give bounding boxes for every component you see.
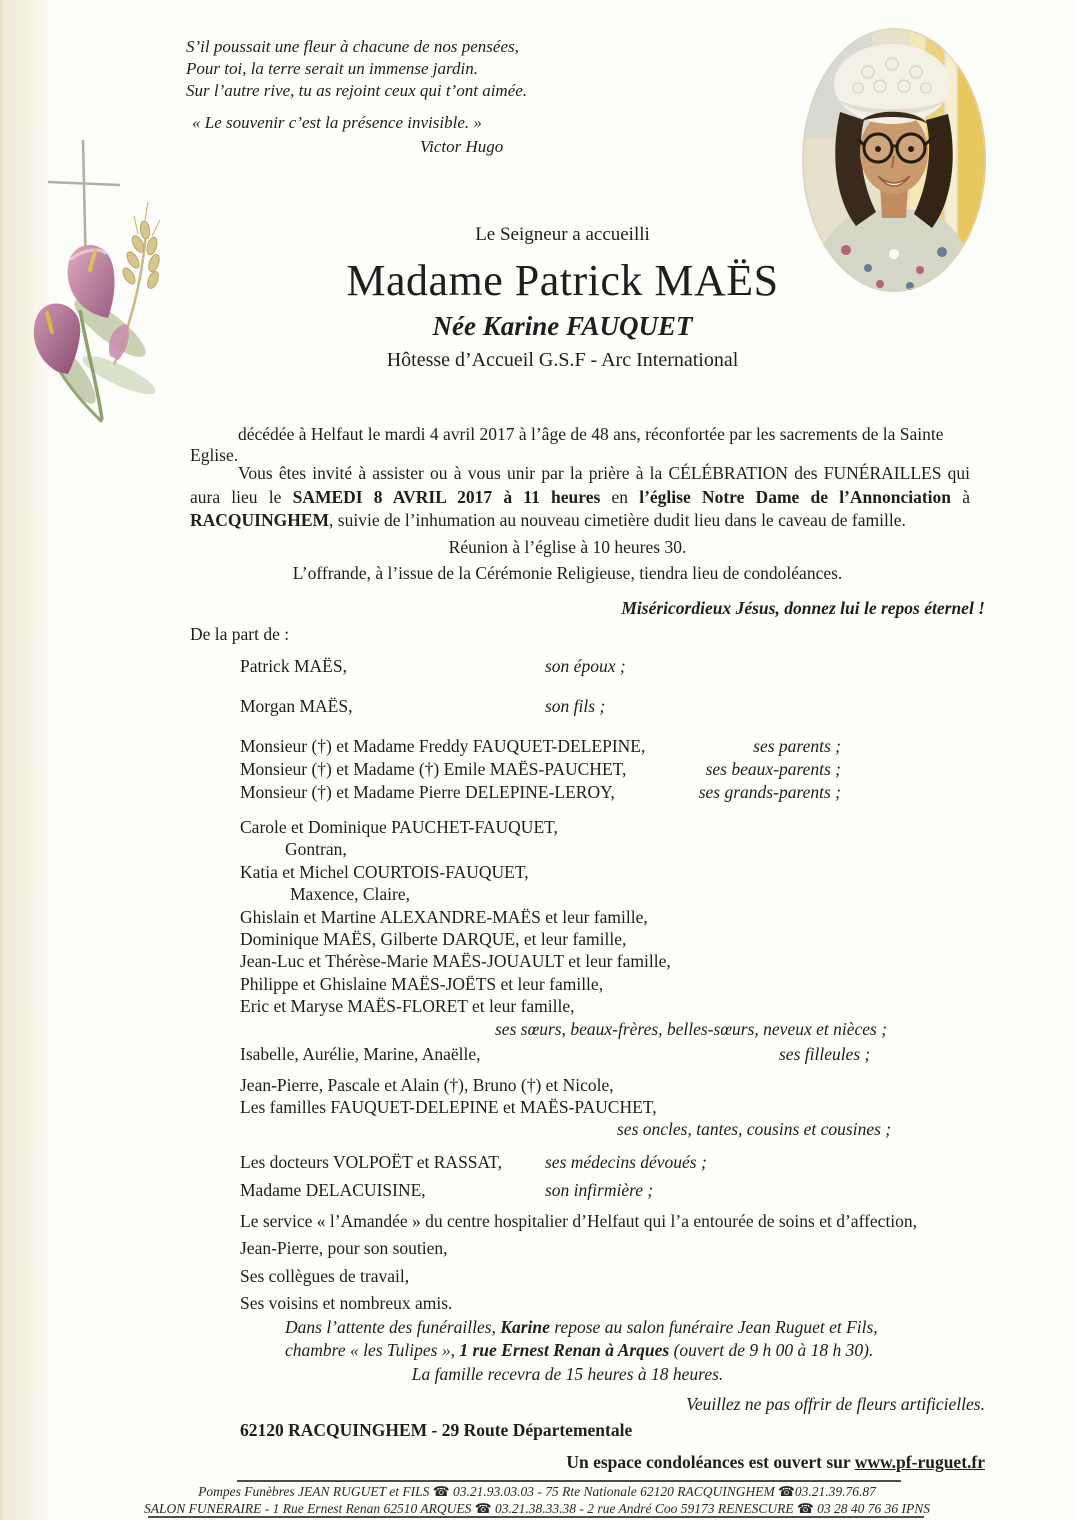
person-line: Les familles FAUQUET-DELEPINE et MAËS-PAUCHET, (240, 1097, 657, 1118)
church-name: l’église Notre Dame de l’Annonciation (639, 486, 952, 507)
siblings-list (240, 816, 980, 1040)
town-name: RACQUINGHEM (190, 510, 330, 530)
family-row-doctors (0, 1152, 1074, 1178)
relation-label: son infirmière ; (545, 1180, 654, 1200)
poem-line: Sur l’autre rive, tu as rejoint ceux qui t’ont aimée. (186, 81, 528, 100)
reunion-line: Réunion à l’église à 10 heures 30. (448, 537, 687, 557)
funeral-invitation: Vous êtes invité à assister ou à vous unir par la prière à la CÉLÉBRATION des FUNÉRAILLES qui aura lieu le SAMEDI 8 AVRIL 2017 à 11 heures en l’église Notre Dame de l’Annonciation à RACQUINGHEM, suivie de l’inhumation au nouveau cimetière dudit lieu dans le caveau de famille. (190, 463, 970, 530)
family-row-spouse (0, 656, 1074, 682)
wake-line: chambre « les Tulipes », 1 rue Ernest Renan à Arques (ouvert de 9 h 00 à 18 h 30). (285, 1339, 874, 1360)
intro-line: Le Seigneur a accueilli (475, 224, 650, 245)
family-row-nurse (0, 1180, 1074, 1206)
relation-label: ses parents ; (753, 736, 841, 756)
acknowledgement-line: Jean-Pierre, pour son soutien, (240, 1238, 448, 1259)
relation-label: ses sœurs, beaux-frères, belles-sœurs, neveux et nièces ; (495, 1018, 888, 1039)
calla-lily (68, 245, 115, 318)
person-name: Morgan MAËS, (240, 696, 353, 716)
family-row-son (0, 696, 1074, 722)
condolences-line (190, 1452, 985, 1473)
quote-author: Victor Hugo (420, 137, 504, 156)
condolences-link[interactable]: www.pf-ruguet.fr (854, 1452, 985, 1472)
person-line: Ghislain et Martine ALEXANDRE-MAËS et leur famille, (240, 906, 648, 927)
person-name: Monsieur (†) et Madame Freddy FAUQUET-DELEPINE, (240, 736, 646, 756)
person-line: Carole et Dominique PAUCHET-FAUQUET, (240, 817, 558, 837)
relation-label: ses grands-parents ; (698, 782, 841, 802)
deceased-name: Madame Patrick MAËS (346, 256, 779, 305)
person-name: Patrick MAËS, (240, 656, 347, 676)
relation-label: ses filleules ; (779, 1044, 871, 1064)
poem-line: Pour toi, la terre serait un immense jardin. (186, 59, 478, 78)
poem (186, 36, 527, 102)
poem-line: S’il poussait une fleur à chacune de nos pensées, (186, 37, 519, 56)
from-label: De la part de : (190, 624, 290, 644)
offering-line: L’offrande, à l’issue de la Cérémonie Religieuse, tiendra lieu de condoléances. (292, 563, 843, 583)
person-name: Les docteurs VOLPOËT et RASSAT, (240, 1152, 503, 1172)
prayer-line: Miséricordieux Jésus, donnez lui le repos éternel ! (621, 598, 985, 618)
maiden-name: Née Karine FAUQUET (432, 311, 693, 341)
acknowledgement-line: Ses voisins et nombreux amis. (240, 1293, 453, 1314)
person-line: Maxence, Claire, (290, 884, 411, 905)
relation-label: ses beaux-parents ; (705, 759, 841, 779)
occupation: Hôtesse d’Accueil G.S.F - Arc International (386, 349, 739, 371)
person-line: Philippe et Ghislaine MAËS-JOËTS et leur famille, (240, 973, 604, 994)
death-notice: décédée à Helfaut le mardi 4 avril 2017 à l’âge de 48 ans, réconfortée par les sacrements de la Sainte Eglise. (190, 424, 944, 465)
acknowledgement-line: Ses collègues de travail, (240, 1265, 410, 1286)
person-line: Dominique MAËS, Gilberte DARQUE, et leur famille, (240, 929, 627, 950)
person-name: Monsieur (†) et Madame (†) Emile MAËS-PAUCHET, (240, 759, 627, 779)
person-name: Monsieur (†) et Madame Pierre DELEPINE-LEROY, (240, 782, 615, 802)
person-name: Madame DELACUISINE, (240, 1180, 426, 1200)
footer-line: Pompes Funèbres JEAN RUGUET et FILS ☎ 03.21.93.03.03 - 75 Rte Nationale 62120 RACQUINGHEM ☎03.21.39.76.87 (198, 1484, 876, 1499)
footer-line: SALON FUNERAIRE - 1 Rue Ernest Renan 62510 ARQUES ☎ 03.21.38.33.38 - 2 rue André Coo 59173 RENESCURE ☎ 03 28 40 76 36 IPNS (143, 1500, 931, 1516)
wake-line: Dans l’attente des funérailles, Karine repose au salon funéraire Jean Ruguet et Fils, (285, 1317, 878, 1337)
no-artificial-flowers-note: Veuillez ne pas offrir de fleurs artificielles. (686, 1394, 985, 1414)
footer-divider-top (237, 1480, 901, 1482)
flower-decoration (14, 120, 184, 440)
acknowledgement-line: Le service « l’Amandée » du centre hospitalier d’Helfaut qui l’a entourée de soins et d’affection, (240, 1211, 918, 1231)
relation-label: son époux ; (545, 656, 626, 676)
family-row-goddaughters (0, 1044, 1074, 1070)
acknowledgements (240, 1208, 980, 1318)
relation-label: ses médecins dévoués ; (545, 1152, 707, 1172)
funeral-date: SAMEDI 8 AVRIL 2017 à 11 heures (292, 486, 601, 507)
person-line: Eric et Maryse MAËS-FLORET et leur famille, (240, 996, 575, 1017)
wake-info (285, 1316, 885, 1361)
person-line: Jean-Pierre, Pascale et Alain (†), Bruno (†) et Nicole, (240, 1075, 614, 1095)
footer-divider-bottom (148, 1516, 924, 1518)
person-name: Isabelle, Aurélie, Marine, Anaëlle, (240, 1044, 481, 1064)
relation-label: son fils ; (545, 696, 606, 716)
footer (60, 1484, 1014, 1517)
header (165, 224, 960, 372)
condolences-text: Un espace condoléances est ouvert sur (566, 1452, 855, 1472)
deceased-first-name: Karine (500, 1317, 550, 1337)
person-line: Gontran, (285, 839, 347, 860)
wake-address: 1 rue Ernest Renan à Arques (459, 1339, 670, 1360)
funeral-home-address: 62120 RACQUINGHEM - 29 Route Départementale (240, 1420, 633, 1440)
reception-hours: La famille recevra de 15 heures à 18 heures. (411, 1364, 724, 1384)
family-row-grandparents (0, 782, 1074, 808)
invitation-text: Vous êtes invité à assister ou à vous unir par la prière à la CÉLÉBRATION des FUNÉRAILLES qui aura lieu le (190, 463, 970, 507)
quote-text: « Le souvenir c’est la présence invisible. » (192, 113, 482, 132)
uncles-list (240, 1074, 980, 1119)
person-line: Jean-Luc et Thérèse-Marie MAËS-JOUAULT et leur famille, (240, 951, 671, 972)
quote-block (192, 112, 503, 158)
relation-label: ses oncles, tantes, cousins et cousines ; (617, 1119, 892, 1139)
person-line: Katia et Michel COURTOIS-FAUQUET, (240, 861, 529, 882)
